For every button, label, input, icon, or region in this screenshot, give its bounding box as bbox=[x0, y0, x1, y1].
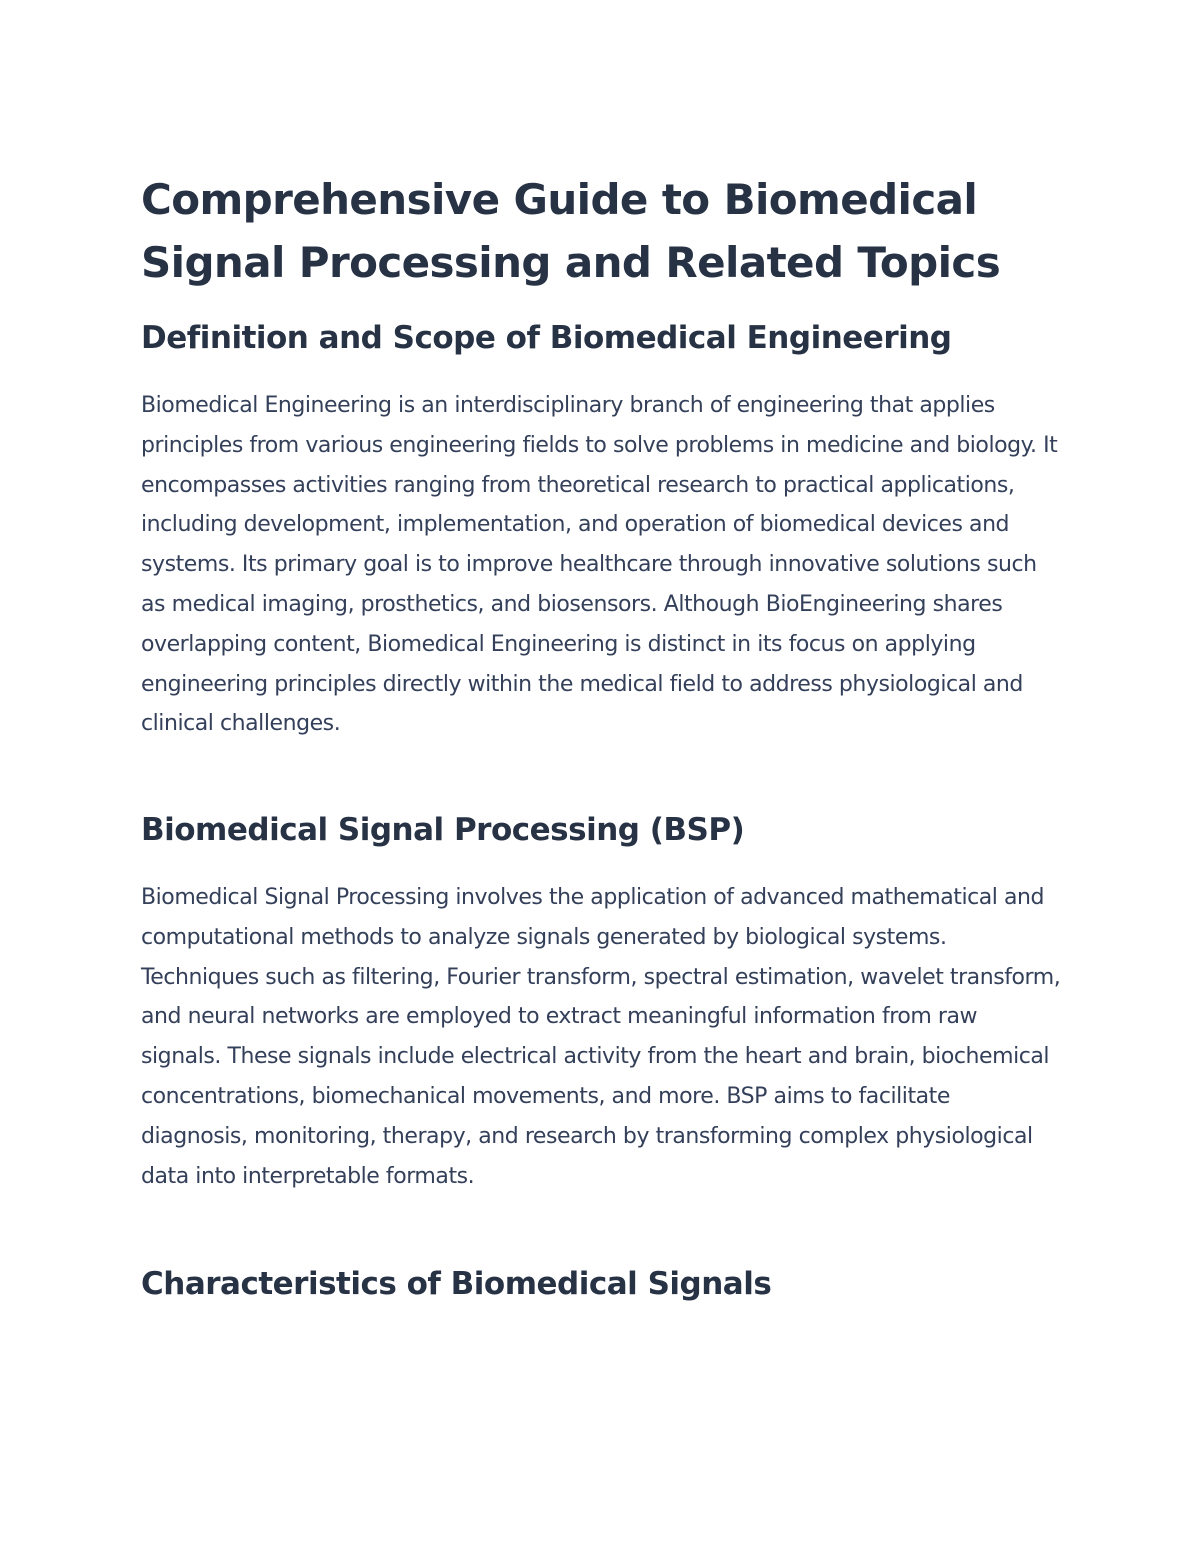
document-title: Comprehensive Guide to Biomedical Signal Processing and Related Topics bbox=[141, 175, 1001, 287]
section-heading-bsp: Biomedical Signal Processing (BSP) bbox=[141, 812, 745, 848]
section-body-definition: Biomedical Engineering is an interdisciplinary branch of engineering that applies principles from various engineering fields to solve problems in medicine and biology. It encompasses activities ranging from theoretical research to practical applications, including development, implementation, and operation of biomedical devices and systems. Its primary goal is to improve healthcare through innovative solutions such as medical imaging, prosthetics, and biosensors. Although BioEngineering shares overlapping content, Biomedical Engineering is distinct in its focus on applying engineering principles directly within the medical field to address physiological and clinical challenges. bbox=[141, 393, 1058, 737]
section-body-bsp: Biomedical Signal Processing involves the application of advanced mathematical and computational methods to analyze signals generated by biological systems. Techniques such as filtering, Fourier transform, spectral estimation, wavelet transform, and neural networks are employed to extract meaningful information from raw signals. These signals include electrical activity from the heart and brain, biochemical concentrations, biomechanical movements, and more. BSP aims to facilitate diagnosis, monitoring, therapy, and research by transforming complex physiological data into interpretable formats. bbox=[141, 885, 1061, 1189]
section-heading-definition: Definition and Scope of Biomedical Engineering bbox=[141, 320, 952, 356]
section-heading-characteristics: Characteristics of Biomedical Signals bbox=[141, 1266, 772, 1302]
